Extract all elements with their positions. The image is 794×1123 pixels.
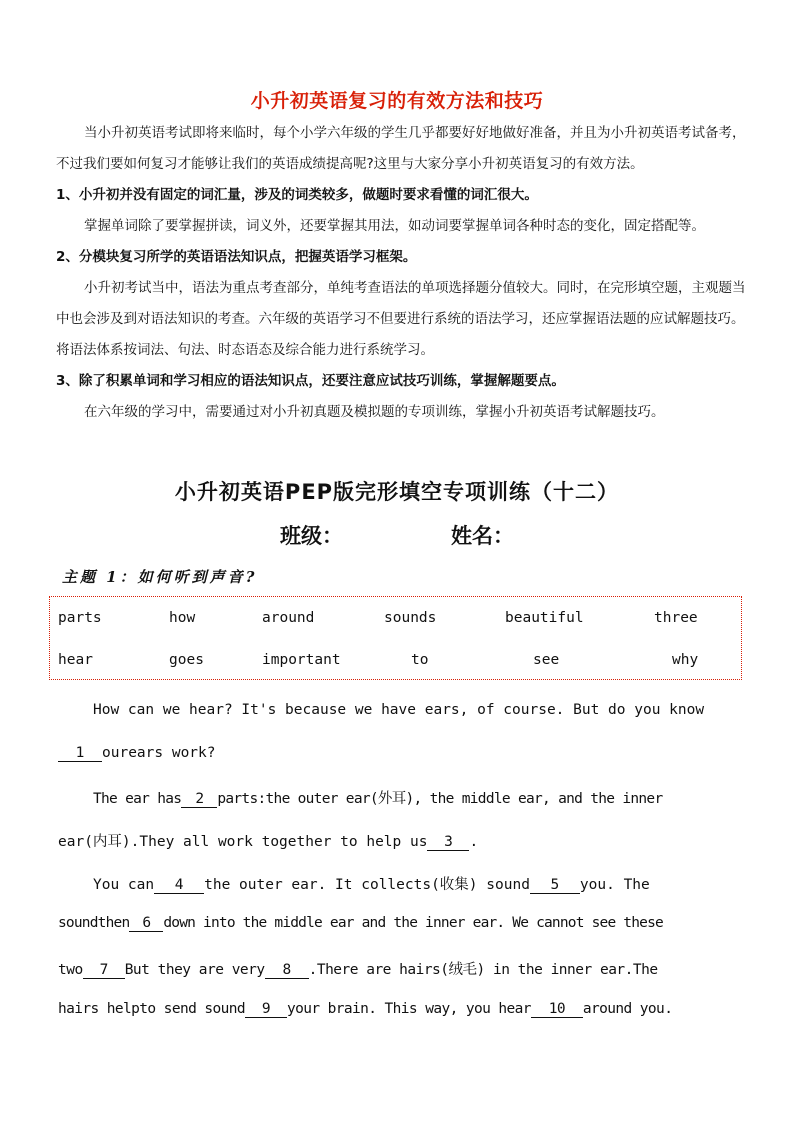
blank-10[interactable]: 10 — [531, 1001, 583, 1018]
passage-text: ear(内耳).They all work together to help us — [58, 834, 428, 850]
word-bank-item: beautiful — [505, 610, 584, 626]
word-bank-item: important — [262, 652, 341, 668]
word-bank-item: parts — [58, 610, 102, 626]
passage-text: around you. — [582, 1001, 673, 1017]
passage-line-1 — [93, 702, 741, 718]
word-bank-item: how — [169, 610, 196, 626]
word-bank-item: three — [654, 610, 698, 626]
blank-9[interactable]: 9 — [245, 1001, 287, 1018]
word-bank-item: why — [672, 652, 699, 668]
passage-text: the outer ear. It collects(收集) sound — [204, 877, 530, 893]
passage-text: parts:the outer ear(外耳), the middle ear, and the inner — [217, 791, 663, 807]
word-bank-item: to — [411, 652, 429, 668]
passage-line-5 — [93, 873, 741, 894]
intro-paragraph-3: 小升初考试当中，语法为重点考查部分，单纯考查语法的单项选择题分值较大。同时，在完形填空题，主观题当中也会涉及到对语法知识的考查。六年级的英语学习不但要进行系统的语法学习，还应掌握语法题的应试解题技巧。将语法体系按词法、句法、时态语态及综合能力进行系统学习。 — [56, 280, 746, 358]
passage-text: . — [469, 834, 479, 850]
passage-text: hairs helpto send sound — [58, 1001, 245, 1017]
passage-text: How can we hear? It's because we have ears, of course. But do you know — [93, 702, 705, 718]
passage-line-8 — [58, 1001, 742, 1018]
blank-7[interactable]: 7 — [83, 962, 125, 979]
intro-paragraph-1: 当小升初英语考试即将来临时，每个小学六年级的学生几乎都要好好地做好准备，并且为小升初英语考试备考，不过我们要如何复习才能够让我们的英语成绩提高呢?这里与大家分享小升初英语复习的有效方法。 — [56, 125, 746, 172]
passage-text: you. The — [579, 877, 650, 893]
intro-heading-2: 2、分模块复习所学的英语语法知识点，把握英语学习框架。 — [56, 249, 417, 265]
passage-text: your brain. This way, you hear — [286, 1001, 531, 1017]
exercise-title: 小升初英语PEP版完形填空专项训练（十二） — [174, 480, 620, 504]
word-bank-box — [49, 596, 742, 680]
passage-text: The ear has — [93, 791, 182, 807]
passage-line-7 — [58, 958, 742, 979]
word-bank-item: see — [533, 652, 560, 668]
passage-text: .There are hairs(绒毛) in the inner ear.The — [308, 962, 658, 978]
word-bank-item: sounds — [384, 610, 437, 626]
passage-text: down into the middle ear and the inner ear. We cannot see these — [163, 915, 663, 931]
name-label: 姓名： — [451, 524, 514, 548]
topic-heading: 主题 1：如何听到声音? — [62, 568, 258, 586]
passage-text: But they are very — [124, 962, 265, 978]
passage-line-4 — [58, 830, 742, 851]
intro-paragraph-4: 在六年级的学习中，需要通过对小升初真题及模拟题的专项训练，掌握小升初英语考试解题技巧。 — [84, 404, 665, 420]
passage-text: two — [58, 962, 83, 978]
intro-heading-3: 3、除了积累单词和学习相应的语法知识点，还要注意应试技巧训练，掌握解题要点。 — [56, 373, 565, 389]
word-bank-item: goes — [169, 652, 204, 668]
blank-3[interactable]: 3 — [427, 834, 469, 851]
class-label: 班级： — [280, 524, 343, 548]
blank-1[interactable]: 1 — [58, 745, 102, 762]
blank-4[interactable]: 4 — [154, 877, 204, 894]
passage-text: soundthen — [58, 915, 130, 931]
passage-line-3 — [93, 787, 741, 808]
word-bank-item: hear — [58, 652, 93, 668]
passage-line-6 — [58, 915, 742, 932]
blank-6[interactable]: 6 — [129, 915, 163, 932]
passage-line-2 — [58, 745, 742, 762]
blank-8[interactable]: 8 — [265, 962, 309, 979]
word-bank-item: around — [262, 610, 315, 626]
class-name-line — [0, 520, 794, 550]
blank-2[interactable]: 2 — [181, 791, 217, 808]
intro-title: 小升初英语复习的有效方法和技巧 — [250, 90, 544, 112]
blank-5[interactable]: 5 — [530, 877, 580, 894]
passage-text: You can — [93, 877, 155, 893]
passage-text: ourears work? — [102, 745, 216, 761]
intro-paragraph-2: 掌握单词除了要掌握拼读，词义外，还要掌握其用法，如动词要掌握单词各种时态的变化，固定搭配等。 — [84, 218, 705, 234]
intro-heading-1: 1、小升初并没有固定的词汇量，涉及的词类较多，做题时要求看懂的词汇很大。 — [56, 187, 538, 203]
